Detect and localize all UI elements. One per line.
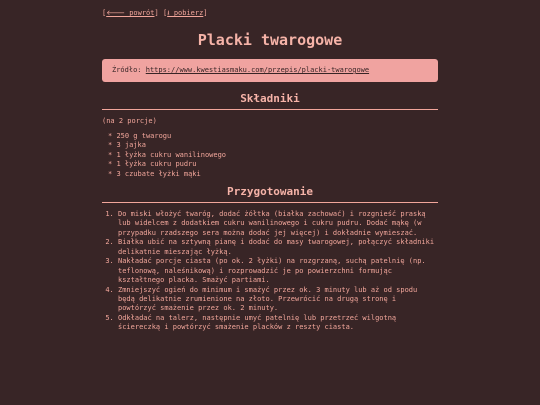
ingredient-item: * 1 łyżka cukru pudru (108, 160, 226, 169)
portions-text: (na 2 porcje) (102, 117, 157, 125)
step-item: 3. Nakładać porcje ciasta (po ok. 2 łyżki) na rozgrzaną, suchą patelnię (np. teflonową, naleśnikową) i rozprowadzić je po powierzchni formując kształtnego placka. Smażyć partiami. (118, 257, 436, 285)
step-item: 4. Zmniejszyć ogień do minimum i smażyć przez ok. 3 minuty lub aż od spodu będą delikatnie zrumienione na złoto. Przewrócić na drugą stronę i powtórzyć smażenie przez ok. 2 minuty. (118, 286, 436, 314)
download-link[interactable]: ⭳ pobierz (167, 9, 204, 17)
source-box (102, 59, 438, 82)
ingredient-item: * 3 jajka (108, 141, 226, 150)
ingredient-item: * 1 łyżka cukru wanilinowego (108, 151, 226, 160)
ingredients-list (108, 132, 226, 179)
page-title: Placki twarogowe (197, 31, 343, 49)
back-link[interactable]: 🡐 powrót (106, 9, 155, 17)
step-item: 2. Białka ubić na sztywną pianę i dodać do masy twarogowej, połączyć składniki delikatnie mieszając łyżką. (118, 238, 436, 257)
top-nav: [🡐 powrót] [⭳ pobierz] (102, 9, 208, 17)
step-item: 1. Do miski włożyć twaróg, dodać żółtka (białka zachować) i rozgnieść praską lub widelcem z dodatkiem cukru wanilinowego i cukru pudru. Dodać mąkę (w przypadku rzadszego sera można dodać jej więcej) i dokładnie wymieszać. (118, 210, 436, 238)
step-item: 5. Odkładać na talerz, następnie umyć patelnię lub przetrzeć wilgotną ściereczką i powtórzyć smażenie placków z reszty ciasta. (118, 314, 436, 333)
steps-list (102, 210, 436, 333)
source-link[interactable]: https://www.kwestiasmaku.com/przepis/placki-twarogowe (145, 66, 370, 74)
ingredient-item: * 250 g twarogu (108, 132, 226, 141)
preparation-heading: Przygotowanie (102, 185, 438, 203)
ingredients-heading: Składniki (102, 92, 438, 110)
source-label: Źródło: (112, 66, 142, 74)
ingredient-item: * 3 czubate łyżki mąki (108, 170, 226, 179)
